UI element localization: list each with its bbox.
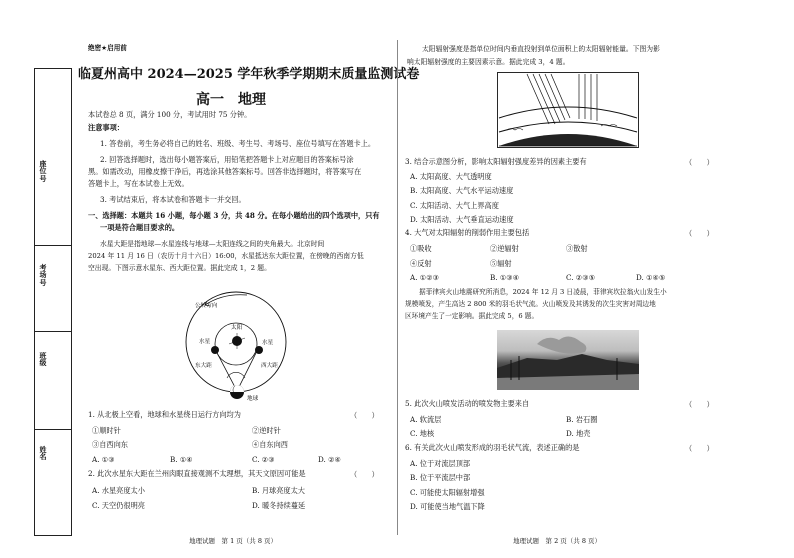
- q5-option[interactable]: A. 软流层: [410, 415, 442, 424]
- q4-answer-blank[interactable]: （ ）: [685, 229, 714, 238]
- q3-option[interactable]: A. 太阳高度、大气透明度: [410, 172, 492, 181]
- passage-line: 水星大距是指地球—水星连线与地球—太阳连线之间的夹角最大。北京时间: [100, 240, 325, 248]
- earth-label: 地球: [247, 396, 259, 402]
- section-heading: 一项是符合题目要求的。: [100, 223, 180, 232]
- q6-option[interactable]: C. 可能使太阳辐射增强: [410, 488, 485, 497]
- q2-answer-blank[interactable]: （ ）: [350, 470, 379, 479]
- notice-line: 答题卡上，写在本试卷上无效。: [88, 179, 189, 188]
- room-number-label: 考场号: [39, 264, 47, 287]
- q4-option[interactable]: ②逆辐射: [490, 244, 519, 253]
- q2-option[interactable]: D. 暖冬持续蔓延: [252, 501, 306, 510]
- notice-heading: 注意事项：: [88, 123, 124, 132]
- q2-option[interactable]: A. 水星亮度太小: [92, 486, 145, 495]
- q6-option[interactable]: A. 位于对流层顶部: [410, 459, 471, 468]
- page-divider: [397, 40, 398, 535]
- passage-line: 据菲律宾火山地震研究所消息，2024 年 12 月 3 日凌晨，菲律宾坎拉翁火山发生小: [419, 288, 667, 296]
- mercury-elongation-diagram: [165, 287, 295, 405]
- q1-option[interactable]: ③自西向东: [92, 440, 128, 449]
- volcano-eruption-photo: [497, 330, 639, 390]
- west-elongation-label: 西大距: [261, 363, 278, 369]
- q1-choice[interactable]: C. ②③: [252, 455, 275, 464]
- class-label: 班级: [39, 352, 47, 368]
- q1-choice[interactable]: A. ①③: [92, 455, 115, 464]
- q2-stem: 2. 此次水星东大距在兰州肉眼直接观测不太理想，其天文原因可能是: [88, 469, 306, 478]
- solar-radiation-diagram: [497, 72, 639, 148]
- binding-strip: [34, 68, 72, 536]
- q6-answer-blank[interactable]: （ ）: [685, 444, 714, 453]
- passage-line: 空出现。下图示意水星东、西大距位置。据此完成 1，2 题。: [88, 264, 271, 272]
- mercury-icon: [255, 346, 263, 354]
- passage-line: 响太阳辐射强度的主要因素示意。据此完成 3，4 题。: [407, 58, 570, 66]
- q5-stem: 5. 此次火山喷发活动的喷发物主要来自: [405, 399, 530, 408]
- orbit-direction-label: 公转方向: [195, 303, 218, 309]
- q1-option[interactable]: ④自东向西: [252, 440, 288, 449]
- notice-line: 3. 考试结束后，将本试卷和答题卡一并交回。: [100, 195, 246, 204]
- q5-option[interactable]: C. 地核: [410, 429, 435, 438]
- q6-option[interactable]: B. 位于平流层中部: [410, 473, 471, 482]
- q3-answer-blank[interactable]: （ ）: [685, 158, 714, 167]
- q4-choice[interactable]: A. ①②③: [410, 273, 440, 282]
- q1-stem: 1. 从北极上空看，地球和水星绕日运行方向均为: [88, 410, 241, 419]
- passage-line: 太阳辐射强度是指单位时间内垂直投射到单位面积上的太阳辐射能量。下图为影: [422, 45, 660, 53]
- notice-line: 2. 回答选择题时，选出每小题答案后，用铅笔把答题卡上对应题目的答案标号涂: [100, 155, 354, 164]
- q3-option[interactable]: D. 太阳活动、大气垂直运动速度: [410, 215, 514, 224]
- seat-number-label: 座位号: [39, 160, 47, 183]
- footer-left: 地理试题 第 1 页（共 8 页）: [189, 537, 278, 545]
- passage-line: 区环境产生了一定影响。据此完成 5，6 题。: [405, 312, 539, 320]
- q4-choice[interactable]: C. ②③⑤: [566, 273, 596, 282]
- q4-choice[interactable]: B. ①③④: [490, 273, 520, 282]
- q6-stem: 6. 有关此次火山喷发形成的羽毛状气流，表述正确的是: [405, 443, 580, 452]
- passage-line: 规模喷发，产生高达 2 800 米的羽毛状气流。火山喷发及其诱发的次生灾害对周边地: [405, 300, 656, 308]
- q4-option[interactable]: ③散射: [566, 244, 588, 253]
- q3-option[interactable]: C. 太阳活动、大气上界高度: [410, 201, 499, 210]
- q1-choice[interactable]: D. ②④: [318, 455, 341, 464]
- q4-option[interactable]: ④反射: [410, 259, 432, 268]
- name-label: 姓名: [39, 446, 47, 462]
- exam-title: 临夏州高中 2024—2025 学年秋季学期期末质量监测试卷: [78, 67, 420, 82]
- east-elongation-label: 东大距: [195, 363, 212, 369]
- q3-option[interactable]: B. 太阳高度、大气水平运动速度: [410, 186, 514, 195]
- q2-option[interactable]: B. 月球亮度太大: [252, 486, 305, 495]
- q4-option[interactable]: ①吸收: [410, 244, 432, 253]
- q1-answer-blank[interactable]: （ ）: [350, 411, 379, 420]
- q2-option[interactable]: C. 天空仍很明亮: [92, 501, 145, 510]
- q4-stem: 4. 大气对太阳辐射的削弱作用主要包括: [405, 228, 530, 237]
- q6-option[interactable]: D. 可能使当地气温下降: [410, 502, 485, 511]
- exam-subtitle: 高一 地理: [196, 92, 266, 108]
- q3-stem: 3. 结合示意图分析，影响太阳辐射强度差异的因素主要有: [405, 157, 587, 166]
- mercury-label-right: 水星: [262, 340, 274, 346]
- q1-choice[interactable]: B. ①④: [170, 455, 193, 464]
- q5-option[interactable]: D. 地壳: [566, 429, 591, 438]
- notice-line: 1. 答卷前，考生务必将自己的姓名、班级、考生号、考场号、座位号填写在答题卡上。: [100, 139, 376, 148]
- footer-right: 地理试题 第 2 页（共 8 页）: [513, 537, 602, 545]
- q1-option[interactable]: ①顺时针: [92, 426, 121, 435]
- q1-option[interactable]: ②逆时针: [252, 426, 281, 435]
- mercury-label-left: 水星: [199, 339, 211, 345]
- mercury-icon: [211, 346, 219, 354]
- notice-line: 黑。如需改动，用橡皮擦干净后，再选涂其他答案标号。回答非选择题时，将答案写在: [88, 167, 362, 176]
- section-heading: 一、选择题：本题共 16 小题，每小题 3 分，共 48 分。在每小题给出的四个选项中，只有: [88, 211, 380, 220]
- secret-mark: 绝密★启用前: [88, 44, 127, 52]
- q4-option[interactable]: ⑤辐射: [490, 259, 512, 268]
- sun-label: 太阳: [231, 325, 243, 331]
- q4-choice[interactable]: D. ①④⑤: [636, 273, 666, 282]
- q5-answer-blank[interactable]: （ ）: [685, 400, 714, 409]
- q5-option[interactable]: B. 岩石圈: [566, 415, 598, 424]
- passage-line: 2024 年 11 月 16 日（农历十月十六日）16:00，水星抵达东大距位置，在傍晚的西南方低: [88, 252, 364, 260]
- exam-meta: 本试卷总 8 页，满分 100 分，考试用时 75 分钟。: [88, 110, 252, 119]
